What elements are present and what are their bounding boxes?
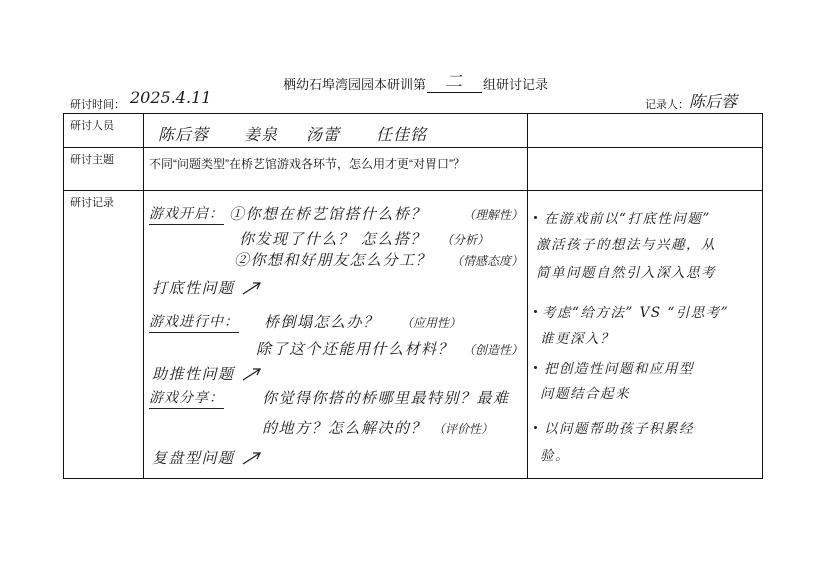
question-text: 你觉得你搭的桥哪里最特别？最难 — [262, 389, 510, 407]
record-label: 研讨记录 — [70, 197, 114, 209]
theme-label: 研讨主题 — [70, 154, 114, 166]
question-type: （分析） — [441, 233, 490, 247]
record-label-cell — [64, 191, 144, 479]
question-text: 的地方？怎么解决的？ — [262, 419, 428, 437]
theme-cell — [144, 148, 528, 191]
reflection-line: 考虑“给方法” VS “引思考” — [542, 305, 730, 321]
question-text: 桥倒塌怎么办？ — [264, 313, 380, 331]
theme-extra-cell — [528, 148, 763, 191]
group-number-blank — [427, 72, 482, 93]
participants-cell — [144, 114, 528, 148]
question-category — [152, 363, 263, 384]
bullet-dot — [534, 216, 537, 219]
participants-label-cell — [64, 114, 144, 148]
recorder-value: 陈后蓉 — [689, 92, 738, 111]
bullet-dot — [534, 310, 537, 313]
participant-name: 汤蕾 — [306, 125, 341, 144]
participant-name: 陈后蓉 — [158, 125, 210, 144]
category-label: 助推性问题 — [152, 365, 235, 383]
question-category — [152, 447, 263, 468]
theme-label-cell — [64, 148, 144, 191]
question-category — [152, 277, 263, 298]
reflection-line: 在游戏前以“打底性问题” — [544, 211, 711, 227]
participant-name: 任佳铭 — [376, 125, 428, 144]
group-number: 二 — [445, 72, 463, 92]
recorder-label: 记录人： — [645, 99, 689, 111]
reflection-line: 问题结合起来 — [540, 386, 630, 402]
reflection-line: 把创造性问题和应用型 — [544, 361, 694, 377]
stage-label: 游戏进行中： — [149, 311, 239, 333]
reflection-line: 简单问题自然引入深入思考 — [536, 265, 716, 281]
question-text: 你发现了什么？ 怎么搭？ — [239, 230, 427, 248]
reflection-line: 以问题帮助孩子积累经 — [544, 421, 694, 437]
time-value: 2025.4.11 — [130, 88, 212, 107]
stage-label: 游戏分享： — [149, 387, 224, 409]
participants-label: 研讨人员 — [70, 120, 114, 132]
question-type: （理解性） — [462, 208, 523, 222]
question-text: 除了这个还能用什么材料？ — [256, 340, 455, 358]
category-label: 复盘型问题 — [152, 449, 235, 467]
reflection-line: 谁更深入？ — [540, 331, 615, 347]
participants-extra-cell — [528, 114, 763, 148]
question-type: （情感态度） — [450, 254, 523, 268]
time-label: 研讨时间： — [70, 99, 125, 111]
bullet-dot — [534, 426, 537, 429]
question-text: ①你想在桥艺馆搭什么桥？ — [229, 205, 428, 223]
reflection-line: 激活孩子的想法与兴趣，从 — [536, 237, 716, 253]
form-title — [283, 74, 548, 93]
reflection-line: 验。 — [540, 448, 570, 464]
bullet-dot — [534, 366, 537, 369]
theme-text: 不同“问题类型”在桥艺馆游戏各环节，怎么用才更“对胃口”？ — [149, 157, 465, 171]
record-reflections-cell — [528, 191, 763, 479]
participant-name: 姜泉 — [244, 125, 279, 144]
question-type: （评价性） — [433, 422, 494, 436]
record-table — [63, 113, 763, 479]
title-suffix: 组研讨记录 — [483, 77, 549, 92]
title-prefix: 栖幼石埠湾园园本研训第 — [283, 77, 427, 92]
arrow-icon — [241, 366, 263, 382]
question-type: （应用性） — [401, 316, 462, 330]
arrow-icon — [241, 280, 263, 296]
stage-label: 游戏开启： — [149, 203, 224, 225]
record-questions-cell — [144, 191, 528, 479]
question-text: ②你想和好朋友怎么分工？ — [234, 251, 433, 269]
arrow-icon — [241, 450, 263, 466]
category-label: 打底性问题 — [152, 279, 235, 297]
question-type: （创造性） — [462, 343, 523, 357]
